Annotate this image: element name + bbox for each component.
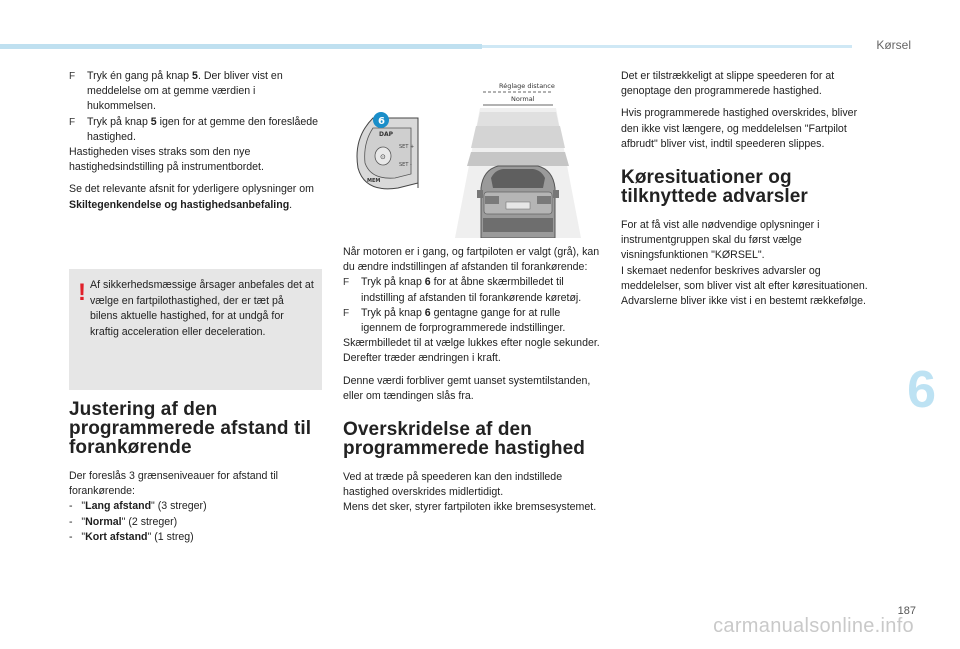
button-ref: 6 — [424, 306, 431, 319]
bullet-marker: F — [69, 116, 76, 128]
distance-display — [455, 82, 581, 238]
paragraph: Ved at træde på speederen kan den indstillede hastighed overskrides midlertidigt. — [343, 471, 563, 499]
paragraph: Der foreslås 3 grænseniveauer for afstand til forankørende: — [69, 470, 279, 498]
paragraph: For at få vist alle nødvendige oplysninger i instrumentgruppen skal du først vælge visningsfunktionen "KØRSEL". — [621, 219, 820, 262]
svg-text:MEM: MEM — [367, 178, 381, 184]
button-6-callout — [373, 112, 389, 128]
paragraph: Mens det sker, styrer fartpiloten ikke bremsesystemet. — [343, 501, 597, 514]
paragraph: Når motoren er i gang, og fartpiloten er valgt (grå), kan du ændre indstillingen af afstanden til forankørende: — [343, 246, 600, 274]
warning-box — [69, 269, 322, 390]
svg-text:Normal: Normal — [511, 95, 535, 103]
header-accent-bar — [0, 44, 482, 49]
svg-text:Réglage distance: Réglage distance — [499, 82, 555, 90]
car-rear-view — [477, 166, 559, 238]
svg-text:6: 6 — [378, 116, 385, 127]
paragraph: Det er tilstrækkeligt at slippe speederen for at genoptage den programmerede hastighed. — [621, 70, 835, 98]
button-ref: 5 — [192, 70, 198, 82]
paragraph: Advarslerne bliver ikke vist i en bestemt rækkefølge. — [621, 295, 866, 308]
bullet-item: F Tryk på knap 6 gentagne gange for at rulle igennem de forprogrammerede indstillinger. — [343, 306, 566, 335]
bullet-item — [69, 69, 321, 115]
list-item: - "Lang afstand" (3 streger) — [69, 500, 207, 513]
svg-text:DAP: DAP — [379, 131, 394, 138]
paragraph: I skemaet nedenfor beskrives advarsler og meddelelser, som bliver vist alt efter køresituationen. — [621, 264, 868, 292]
section-title: Kørsel — [876, 38, 911, 52]
list-item: - "Kort afstand" (1 streg) — [69, 530, 194, 543]
paragraph: Derefter træder ændringen i kraft. — [343, 352, 501, 365]
svg-text:SET -: SET - — [399, 162, 412, 168]
column-1-lower — [69, 400, 321, 545]
bullet-text: igen for at gemme den foreslåede hastighed. — [87, 115, 319, 143]
paragraph: Skærmbilledet til at vælge lukkes efter nogle sekunder. — [343, 337, 600, 350]
button-ref: 6 — [424, 276, 431, 289]
cross-reference: Skiltegenkendelse og hastighedsanbefaling — [69, 198, 290, 211]
paragraph: Se det relevante afsnit for yderligere oplysninger om Skiltegenkendelse og hastighedsanbefaling. — [69, 183, 314, 211]
svg-text:⊙: ⊙ — [380, 153, 386, 161]
page-number: 187 — [897, 605, 916, 617]
column-3 — [621, 69, 871, 316]
paragraph: Denne værdi forbliver gemt uanset systemtilstanden, eller om tændingen slås fra. — [343, 374, 591, 402]
bullet-text: . Der bliver vist en meddelelse om at gemme værdien i hukommelsen. — [87, 70, 283, 113]
svg-text:SET +: SET + — [399, 144, 415, 150]
list-item: - "Normal" (2 streger) — [69, 515, 178, 528]
warning-text: Af sikkerhedsmæssige årsager anbefales det at vælge en fartpilothastighed, der er tæt på bilens aktuelle hastighed, for at undgå for kraftig acceleration eller deceleration. — [90, 279, 314, 338]
section-heading: Køresituationer og tilknyttede advarsler — [621, 167, 808, 208]
bullet-marker: F — [343, 307, 350, 319]
distance-setting-illustration — [343, 78, 603, 238]
cruise-control-stalk — [357, 118, 418, 189]
paragraph: Hvis programmerede hastighed overskrides, bliver den ikke vist længere, og meddelelsen "Fartpilot afbrudt" bliver vist, indtil speederen slippes. — [621, 107, 858, 150]
paragraph: Hastigheden vises straks som den nye hastighedsindstilling på instrumentbordet. — [69, 146, 264, 174]
column-2 — [343, 245, 601, 523]
bullet-item — [69, 115, 321, 145]
watermark: carmanualsonline.info — [713, 615, 914, 637]
warning-icon: ! — [78, 279, 86, 306]
button-ref: 5 — [150, 115, 157, 128]
bullet-text: Tryk på knap — [87, 115, 151, 128]
section-heading: Justering af den programmerede afstand til forankørende — [69, 399, 312, 458]
bullet-marker: F — [343, 277, 350, 289]
chapter-number: 6 — [907, 361, 936, 419]
column-1 — [69, 69, 321, 220]
bullet-item: F Tryk på knap 6 for at åbne skærmbilledet til indstilling af afstanden til forankørende køretøj. — [343, 276, 582, 304]
section-heading: Overskridelse af den programmerede hastighed — [343, 419, 585, 460]
bullet-text: Tryk én gang på knap — [87, 70, 193, 82]
bullet-marker: F — [69, 71, 76, 82]
header-accent-line — [482, 45, 852, 48]
